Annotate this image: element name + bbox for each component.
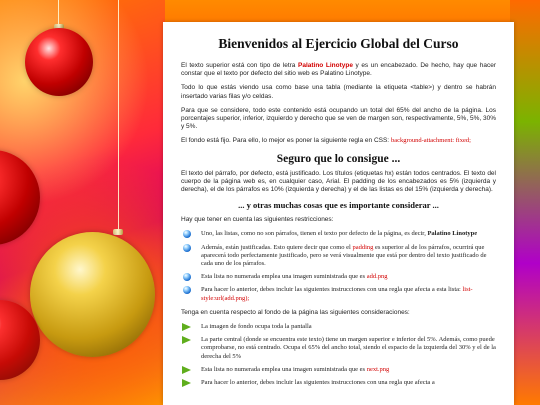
next-arrow-icon [182, 323, 191, 331]
section-heading: Seguro que lo consigue ... [276, 152, 401, 165]
content-panel [163, 22, 514, 405]
list-text: Uno, las listas, como no son párrafos, tienen el texto por defecto de la página, es decir, [201, 230, 428, 238]
gold-ornament-icon [30, 232, 155, 357]
add-icon [183, 273, 191, 281]
intro-paragraph-2: Todo lo que estás viendo usa como base una tabla (mediante la etiqueta <table>) y dentro se habrán insertado varias filas y/o celdas. [181, 84, 496, 100]
red-ornament-icon [25, 28, 93, 96]
list-item [197, 244, 496, 269]
list-item [197, 273, 496, 281]
css-rule: background-attachment: fixed; [390, 137, 471, 145]
list-text: La parte central (donde se encuentra este texto) tiene un margen superior e inferior del 5%. Además, como puede comprobarse, no está centrado. Ocupa el 65% del ancho total, siendo el espacio de la izquierda del 30% y el de la derecha del 5% [201, 336, 496, 360]
font-name: Palatino Linotype [298, 62, 353, 69]
list-text: Para hacer lo anterior, debes incluir las siguientes instrucciones con una regla que afecta a esta lista: [201, 286, 463, 294]
intro-text: El fondo está fijo. Para ello, lo mejor es poner la siguiente regla en CSS: [181, 137, 391, 145]
list-text: Esta lista no numerada emplea una imagen suministrada que es [201, 365, 367, 373]
intro-text: El texto superior está con tipo de letra [181, 62, 298, 69]
next-arrow-icon [182, 379, 191, 387]
list-item [197, 230, 496, 238]
list-text: es superior al de los párrafos, ocurrirá que aparecerá todo perfectamente justificado, pero se verá visualmente que está por dentro del texto justificado de cada uno de los párrafos. [201, 243, 487, 268]
add-icon [183, 286, 191, 294]
intro-text: y es un encabezado. De hecho, hay que hacer constar que el texto por defecto del sitio web es Palatino Linotype. [181, 62, 496, 78]
list-item [197, 323, 496, 331]
intro-paragraph-1 [181, 62, 496, 78]
list-text: Para hacer lo anterior, debes incluir las siguientes instrucciones con una regla que afecta a [201, 379, 435, 387]
ornament-string [58, 0, 59, 25]
considerations-intro: Tenga en cuenta respecto al fondo de la página las siguientes consideraciones: [181, 308, 410, 316]
ornament-cap [113, 229, 123, 235]
considerations-list [181, 323, 496, 387]
add-icon [183, 230, 191, 238]
restrictions-list [181, 230, 496, 302]
list-emphasis: Palatino Linotype [427, 230, 478, 238]
list-item [197, 286, 496, 302]
list-item [197, 336, 496, 361]
background-right [510, 0, 540, 405]
restrictions-intro: Hay que tener en cuenta las siguientes restricciones: [181, 216, 334, 224]
next-arrow-icon [182, 336, 191, 344]
list-emphasis: padding [352, 243, 374, 251]
list-item [197, 379, 496, 387]
ornament-string [118, 0, 119, 230]
page-title: Bienvenidos al Ejercicio Global del Curso [218, 36, 459, 51]
list-text: La imagen de fondo ocupa toda la pantalla [201, 323, 312, 331]
next-arrow-icon [182, 366, 191, 374]
list-emphasis: next.png [366, 365, 390, 373]
section2-paragraph: El texto del párrafo, por defecto, está justificado. Los títulos (etiquetas hx) están todos centrados. El texto del cuerpo de la página web es, en cualquier caso, Arial. El padding de los encabezados es 5% (izquierda y derecha), el de los párrafos es 10% (izquierda y derecha) y el de las listas es del 15% (izquierda y derecha). [181, 169, 496, 194]
list-text: Además, están justificadas. Esto quiere decir que como el [201, 243, 353, 251]
list-emphasis: add.png [366, 273, 388, 281]
subsection-heading: ... y otras muchas cosas que es importante considerar ... [238, 200, 439, 211]
list-text: Esta lista no numerada emplea una imagen suministrada que es [201, 273, 367, 281]
intro-paragraph-3: Para que se considere, todo este contenido está ocupando un total del 65% del ancho de la página. Los porcentajes superior, inferior, izquierdo y derecho que se ven de margen son, respectivamente, 5%, 5%, 30% y 5%. [181, 106, 496, 131]
intro-paragraph-4 [181, 137, 496, 145]
list-item [197, 366, 496, 374]
add-icon [183, 244, 191, 252]
list-emphasis: list-style:url(add.png); [201, 286, 473, 302]
